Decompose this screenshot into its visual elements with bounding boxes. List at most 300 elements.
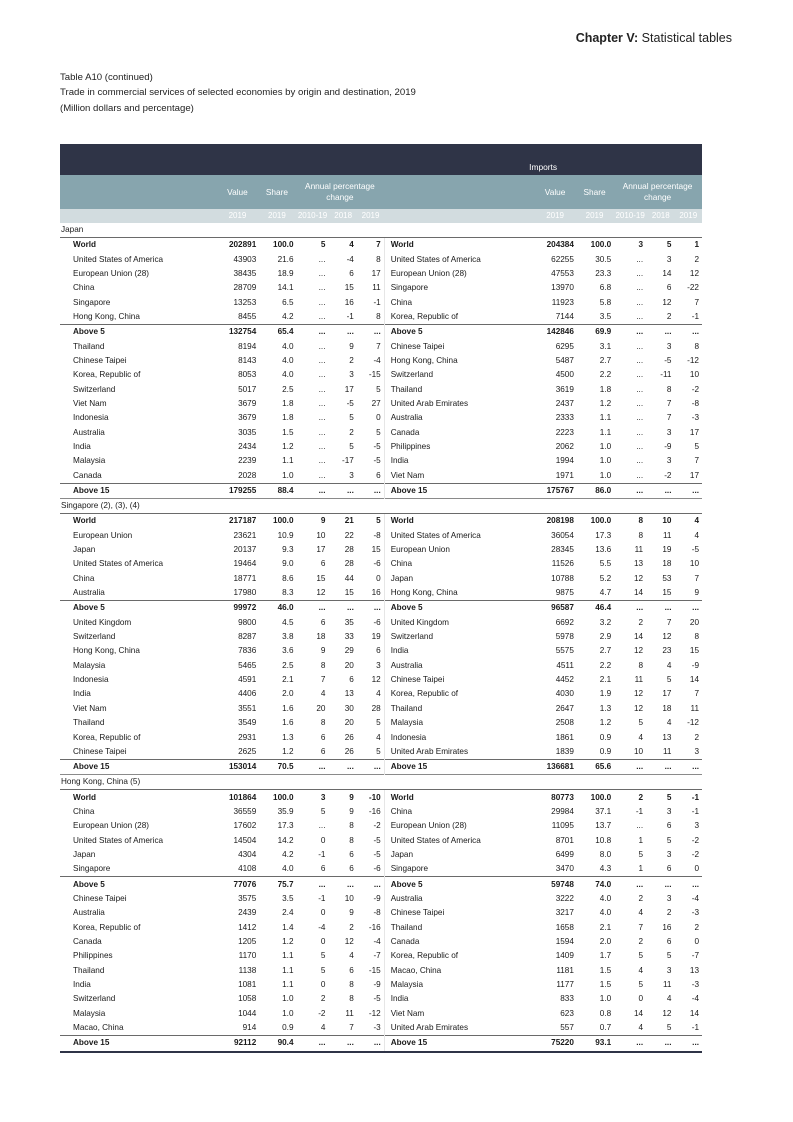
cell-e3: -6 [373, 617, 381, 627]
cell-en: Macao, China [73, 1023, 124, 1033]
cell-es: 2.4 [282, 908, 294, 918]
cell-en: Thailand [73, 718, 105, 728]
cell-i3: 0 [694, 936, 699, 946]
cell-e3: -3 [373, 1023, 381, 1033]
cell-i1: 4 [638, 1023, 644, 1033]
cell-i1: 5 [638, 849, 644, 859]
chapter-number: Chapter V: [575, 31, 639, 45]
cell-iv: 13970 [551, 283, 574, 293]
cell-i2: ... [647, 325, 674, 340]
cell-es: 3.6 [282, 646, 294, 656]
cell-i2: 11 [662, 746, 672, 756]
cell-in: Australia [384, 411, 534, 425]
cell-e1: 6 [320, 864, 326, 874]
cell-e3: -5 [373, 849, 381, 859]
cell-in: United Arab Emirates [384, 397, 534, 411]
table-row [60, 920, 702, 934]
year-2018-exp: 2018 [329, 209, 356, 223]
cell-es: 4.2 [282, 311, 294, 321]
cell-i1: 14 [634, 632, 644, 642]
cell-i3: -2 [691, 835, 699, 845]
cell-e3: ... [357, 760, 384, 775]
year-value-imp: 2019 [534, 209, 576, 223]
cell-e2: 28 [344, 559, 354, 569]
cell-ev: 202891 [217, 238, 259, 253]
cell-e1: 8 [320, 718, 326, 728]
cell-ev: 4406 [238, 689, 257, 699]
table-row [60, 281, 702, 295]
cell-is: 17.3 [595, 530, 612, 540]
cell-i3: -7 [691, 951, 699, 961]
cell-i1: ... [636, 268, 644, 278]
cell-i1: ... [636, 821, 644, 831]
cell-e3: -8 [373, 908, 381, 918]
cell-e2: 28 [344, 545, 354, 555]
section-header [60, 223, 702, 238]
cell-e1: 0 [320, 980, 326, 990]
cell-in: Canada [384, 935, 534, 949]
cell-en: Viet Nam [73, 703, 107, 713]
cell-iv: 29984 [551, 806, 574, 816]
cell-in: Philippines [384, 440, 534, 454]
cell-es: 75.7 [258, 877, 295, 892]
cell-in: China [384, 805, 534, 819]
cell-is: 1.2 [599, 718, 612, 728]
cell-e3: 8 [376, 311, 381, 321]
trade-table-container [60, 144, 702, 1053]
cell-es: 100.0 [258, 790, 295, 805]
cell-is: 2.9 [599, 632, 612, 642]
cell-e2: 9 [329, 790, 356, 805]
cell-is: 1.0 [599, 470, 612, 480]
cell-ev: 3551 [238, 703, 257, 713]
cell-e3: -5 [373, 994, 381, 1004]
table-row [60, 964, 702, 978]
cell-i2: 18 [662, 703, 672, 713]
cell-is: 74.0 [576, 877, 613, 892]
cell-in: Above 5 [384, 325, 534, 340]
cell-e2: ... [329, 601, 356, 616]
cell-is: 2.1 [599, 922, 612, 932]
cell-e3: 0 [376, 413, 381, 423]
cell-ev: 36559 [233, 806, 257, 816]
cell-iv: 11095 [551, 821, 574, 831]
cell-i2: -5 [664, 355, 672, 365]
cell-es: 1.0 [282, 994, 294, 1004]
cell-i1: 5 [638, 951, 644, 961]
cell-e3: -4 [373, 355, 381, 365]
cell-i2: 3 [666, 456, 672, 466]
cell-i1: ... [636, 370, 644, 380]
cell-e2: 8 [349, 994, 354, 1004]
cell-is: 1.7 [599, 951, 612, 961]
table-row [60, 469, 702, 484]
cell-e2: ... [329, 325, 356, 340]
cell-iv: 11526 [551, 559, 574, 569]
cell-e3: 5 [376, 746, 381, 756]
cell-es: 1.4 [282, 922, 294, 932]
cell-in: Australia [384, 892, 534, 906]
cell-e3: 11 [372, 283, 381, 293]
cell-i2: 13 [662, 732, 672, 742]
table-row [60, 295, 702, 309]
cell-is: 2.7 [599, 646, 612, 656]
cell-i1: 3 [613, 238, 647, 253]
cell-in: Singapore [384, 281, 534, 295]
cell-in: Viet Nam [384, 469, 534, 484]
cell-iv: 47553 [551, 268, 574, 278]
cell-is: 6.8 [599, 283, 612, 293]
cell-is: 4.7 [599, 588, 612, 598]
cell-in: Macao, China [384, 964, 534, 978]
cell-is: 69.9 [576, 325, 613, 340]
cell-i3: 2 [694, 254, 699, 264]
col-annual-exp: Annual percentage change [296, 175, 385, 209]
cell-iv: 2223 [555, 427, 574, 437]
cell-e1: 8 [320, 660, 326, 670]
cell-es: 88.4 [258, 483, 295, 498]
cell-ev: 1138 [238, 965, 257, 975]
cell-i3: -4 [691, 893, 699, 903]
cell-i1: 4 [638, 732, 644, 742]
table-row [60, 310, 702, 325]
cell-es: 46.0 [258, 601, 295, 616]
cell-ev: 20137 [233, 545, 257, 555]
cell-iv: 204384 [534, 238, 576, 253]
cell-i2: 6 [666, 821, 672, 831]
cell-i1: ... [636, 398, 644, 408]
cell-i2: 16 [662, 922, 672, 932]
table-row [60, 805, 702, 819]
cell-e2: 20 [344, 718, 354, 728]
cell-en: Above 15 [60, 760, 217, 775]
cell-en: Canada [73, 470, 102, 480]
cell-e2: 13 [344, 689, 354, 699]
trade-table [60, 144, 702, 1053]
cell-iv: 7144 [555, 311, 574, 321]
cell-iv: 4500 [555, 370, 574, 380]
column-header-row [60, 175, 702, 209]
cell-e1: ... [318, 398, 326, 408]
cell-is: 30.5 [595, 254, 612, 264]
cell-i3: -1 [691, 311, 699, 321]
cell-is: 5.2 [599, 573, 612, 583]
cell-is: 1.5 [599, 965, 612, 975]
cell-iv: 11923 [551, 297, 574, 307]
cell-ev: 7836 [238, 646, 257, 656]
cell-i1: 12 [634, 573, 644, 583]
cell-iv: 6692 [555, 617, 574, 627]
cell-i1: 12 [634, 646, 644, 656]
cell-in: India [384, 454, 534, 468]
cell-is: 0.9 [599, 732, 612, 742]
table-row [60, 325, 702, 340]
cell-e2: -4 [346, 254, 354, 264]
cell-i1: ... [636, 470, 644, 480]
cell-is: 0.7 [599, 1023, 612, 1033]
year-2018-imp: 2018 [647, 209, 674, 223]
cell-es: 3.5 [282, 893, 294, 903]
cell-e3: -6 [373, 559, 381, 569]
cell-ev: 2239 [238, 456, 257, 466]
table-row [60, 529, 702, 543]
cell-en: Chinese Taipei [73, 893, 127, 903]
cell-e1: ... [318, 456, 326, 466]
cell-e2: 6 [349, 849, 354, 859]
cell-is: 10.8 [595, 835, 612, 845]
cell-i3: 9 [694, 588, 699, 598]
cell-e2: ... [329, 877, 356, 892]
cell-in: United States of America [384, 833, 534, 847]
cell-i1: 2 [638, 936, 644, 946]
cell-i1: 12 [634, 689, 644, 699]
cell-in: Japan [384, 572, 534, 586]
cell-e2: 3 [349, 470, 354, 480]
cell-i2: 3 [666, 965, 672, 975]
cell-e2: 9 [349, 806, 354, 816]
cell-en: India [73, 980, 91, 990]
cell-i3: 7 [694, 573, 699, 583]
cell-iv: 6295 [555, 341, 574, 351]
cell-e2: 20 [344, 660, 354, 670]
cell-e3: ... [357, 325, 384, 340]
cell-is: 100.0 [576, 238, 613, 253]
table-row [60, 543, 702, 557]
chapter-heading [576, 31, 732, 45]
cell-ev: 914 [242, 1023, 257, 1033]
table-row [60, 1021, 702, 1036]
cell-i1: 8 [638, 660, 644, 670]
table-row [60, 483, 702, 498]
cell-e3: -16 [368, 806, 381, 816]
cell-en: World [60, 238, 217, 253]
table-row [60, 892, 702, 906]
cell-i3: 3 [694, 821, 699, 831]
cell-e2: 15 [344, 588, 354, 598]
imports-heading: Imports [384, 144, 702, 175]
cell-en: Thailand [73, 965, 105, 975]
cell-in: Singapore [384, 862, 534, 877]
cell-i3: -3 [691, 908, 699, 918]
cell-en: Malaysia [73, 456, 106, 466]
cell-in: Japan [384, 848, 534, 862]
table-row [60, 992, 702, 1006]
cell-e1: -4 [318, 922, 326, 932]
cell-i2: 12 [662, 632, 672, 642]
col-annual-imp: Annual percentage change [613, 175, 702, 209]
cell-e1: 9 [320, 646, 326, 656]
cell-es: 1.0 [282, 1008, 294, 1018]
cell-i2: 3 [666, 254, 672, 264]
cell-e3: -9 [373, 980, 381, 990]
cell-en: Thailand [73, 341, 105, 351]
cell-i1: ... [636, 355, 644, 365]
chapter-title: Statistical tables [638, 31, 732, 45]
cell-iv: 8701 [555, 835, 574, 845]
cell-i1: 0 [638, 994, 644, 1004]
cell-e2: ... [329, 760, 356, 775]
cell-is: 1.5 [599, 980, 612, 990]
cell-iv: 75220 [534, 1036, 576, 1052]
cell-ev: 18771 [233, 573, 257, 583]
cell-en: Hong Kong, China [73, 646, 140, 656]
cell-is: 3.1 [599, 341, 612, 351]
cell-e1: ... [318, 297, 326, 307]
cell-iv: 3470 [555, 864, 574, 874]
cell-e3: ... [357, 483, 384, 498]
cell-i2: 3 [666, 849, 672, 859]
table-row [60, 673, 702, 687]
cell-iv: 557 [560, 1023, 574, 1033]
cell-ev: 153014 [217, 760, 259, 775]
cell-ev: 4108 [238, 864, 257, 874]
cell-iv: 3619 [555, 384, 574, 394]
cell-e2: 8 [349, 821, 354, 831]
cell-iv: 5487 [555, 355, 574, 365]
cell-i1: ... [613, 1036, 647, 1052]
cell-en: Australia [73, 908, 105, 918]
cell-ev: 1412 [238, 922, 257, 932]
cell-e3: 5 [376, 384, 381, 394]
cell-iv: 833 [560, 994, 574, 1004]
cell-es: 1.1 [282, 980, 294, 990]
cell-i2: 10 [647, 514, 674, 529]
cell-e2: ... [329, 483, 356, 498]
cell-es: 1.8 [282, 398, 294, 408]
cell-in: Hong Kong, China [384, 354, 534, 368]
cell-is: 1.1 [599, 413, 612, 423]
cell-e2: 10 [344, 893, 354, 903]
cell-e1: -2 [318, 1008, 326, 1018]
cell-es: 4.5 [282, 617, 294, 627]
cell-e3: 6 [376, 646, 381, 656]
cell-i2: 5 [666, 675, 672, 685]
cell-es: 4.2 [282, 849, 294, 859]
cell-i1: 7 [638, 922, 644, 932]
cell-es: 1.0 [282, 470, 294, 480]
cell-ev: 1044 [238, 1008, 257, 1018]
table-row [60, 354, 702, 368]
cell-in: European Union (28) [384, 267, 534, 281]
cell-i1: 2 [638, 893, 644, 903]
cell-e1: 10 [316, 530, 326, 540]
cell-es: 1.6 [282, 718, 294, 728]
table-row [60, 659, 702, 673]
cell-e1: ... [296, 483, 330, 498]
cell-i1: ... [636, 384, 644, 394]
cell-i3: -1 [691, 806, 699, 816]
table-row [60, 601, 702, 616]
cell-es: 100.0 [258, 238, 295, 253]
cell-i2: ... [647, 1036, 674, 1052]
cell-is: 1.0 [599, 441, 612, 451]
cell-es: 1.5 [282, 427, 294, 437]
cell-is: 1.0 [599, 994, 612, 1004]
cell-en: Australia [73, 588, 105, 598]
cell-in: China [384, 557, 534, 571]
cell-e2: 21 [329, 514, 356, 529]
cell-iv: 1409 [555, 951, 574, 961]
cell-en: United States of America [73, 254, 164, 264]
cell-e3: 12 [371, 675, 381, 685]
table-row [60, 935, 702, 949]
cell-e2: 2 [349, 922, 354, 932]
table-row [60, 630, 702, 644]
cell-iv: 2333 [555, 413, 574, 423]
cell-ev: 3575 [238, 893, 257, 903]
cell-i1: 2 [613, 790, 647, 805]
cell-i3: -2 [691, 849, 699, 859]
cell-e2: 15 [344, 283, 354, 293]
cell-e1: ... [296, 877, 330, 892]
cell-iv: 208198 [534, 514, 576, 529]
cell-i3: -3 [691, 413, 699, 423]
cell-i2: 4 [666, 660, 672, 670]
cell-es: 2.1 [282, 675, 294, 685]
cell-en: Chinese Taipei [73, 746, 127, 756]
cell-is: 4.0 [599, 908, 612, 918]
cell-e3: -6 [373, 864, 381, 874]
cell-en: Switzerland [73, 384, 116, 394]
cell-es: 65.4 [258, 325, 295, 340]
cell-ev: 38435 [233, 268, 257, 278]
cell-en: European Union (28) [73, 268, 150, 278]
cell-in: World [384, 514, 534, 529]
table-row [60, 616, 702, 630]
cell-es: 1.2 [282, 936, 294, 946]
cell-e2: 8 [349, 835, 354, 845]
cell-i2: 15 [662, 588, 672, 598]
cell-es: 1.2 [282, 746, 294, 756]
cell-in: China [384, 295, 534, 309]
cell-en: Indonesia [73, 675, 109, 685]
cell-es: 4.0 [282, 864, 294, 874]
cell-es: 3.8 [282, 632, 294, 642]
cell-i3: 10 [689, 370, 699, 380]
cell-e1: 17 [316, 545, 326, 555]
cell-iv: 1177 [556, 980, 574, 990]
cell-i3: 4 [694, 530, 699, 540]
cell-iv: 59748 [534, 877, 576, 892]
cell-in: United States of America [384, 252, 534, 266]
cell-ev: 9800 [238, 617, 257, 627]
cell-i2: 23 [662, 646, 672, 656]
cell-iv: 62255 [551, 254, 574, 264]
cell-i3: 8 [694, 632, 699, 642]
cell-en: China [73, 573, 95, 583]
cell-es: 1.1 [282, 951, 294, 961]
table-row [60, 586, 702, 601]
cell-e2: 33 [344, 632, 354, 642]
table-row [60, 557, 702, 571]
cell-e3: 6 [376, 470, 381, 480]
cell-e3: -7 [373, 951, 381, 961]
cell-e1: 5 [296, 238, 330, 253]
cell-e1: ... [318, 413, 326, 423]
cell-e1: 5 [320, 806, 326, 816]
cell-is: 3.5 [599, 311, 612, 321]
table-row [60, 833, 702, 847]
cell-e2: 7 [349, 1023, 354, 1033]
cell-ev: 4591 [238, 675, 257, 685]
table-row [60, 572, 702, 586]
cell-ev: 5017 [238, 384, 257, 394]
cell-e1: 15 [316, 573, 326, 583]
cell-i2: 6 [666, 283, 672, 293]
cell-es: 1.1 [282, 456, 294, 466]
cell-i1: 14 [634, 588, 644, 598]
cell-is: 13.6 [595, 545, 612, 555]
